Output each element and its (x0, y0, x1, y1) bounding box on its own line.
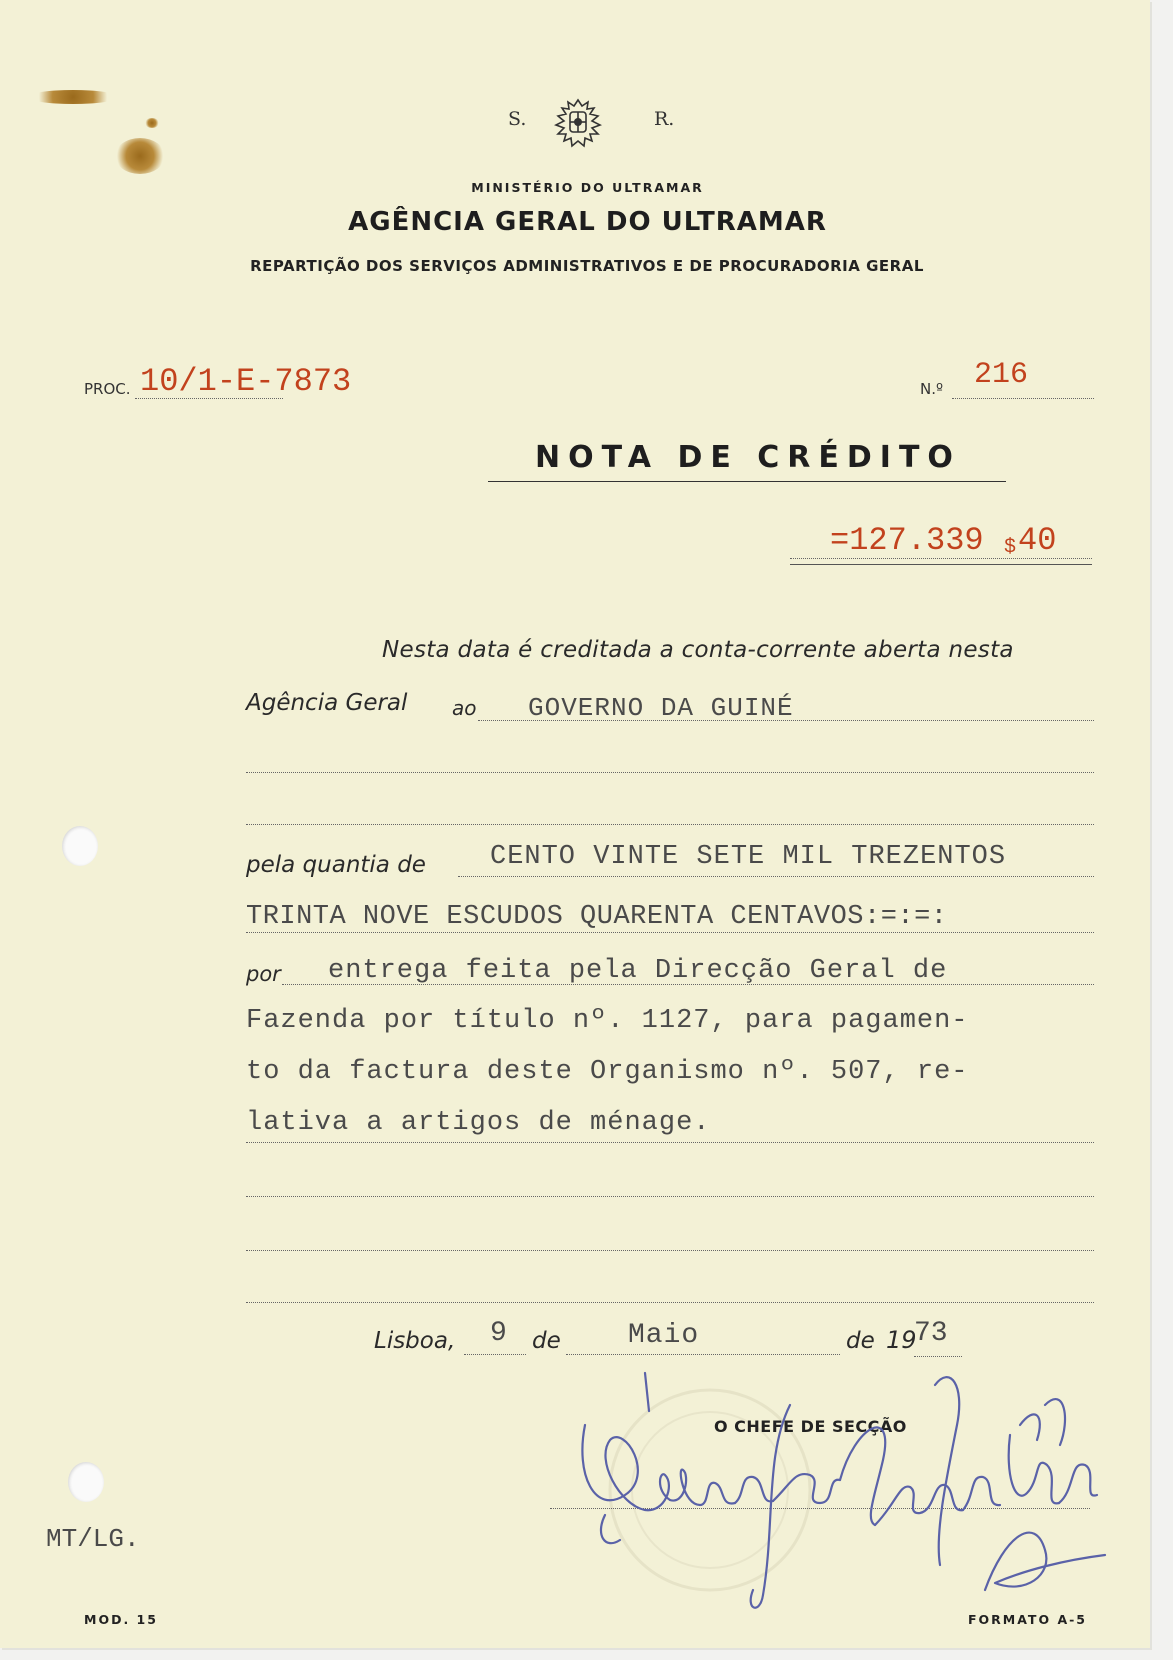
reason-line-2: Fazenda por título nº. 1127, para pagamen- (246, 1006, 969, 1036)
blank-dotted-line (246, 1250, 1094, 1251)
stain-mark (145, 118, 159, 128)
beneficiary-name: GOVERNO DA GUINÉ (528, 693, 794, 723)
date-month: Maio (628, 1320, 700, 1351)
stain-mark (28, 90, 118, 104)
credit-intro-text: Nesta data é creditada a conta-corrente aberta nesta (382, 637, 1014, 663)
sum-words-line-1: CENTO VINTE SETE MIL TREZENTOS (490, 842, 1007, 872)
date-year-dotted-line (914, 1356, 962, 1357)
number-dotted-line (952, 398, 1094, 399)
sum-dotted-line-2 (246, 932, 1094, 933)
model-number: MOD. 15 (84, 1612, 158, 1627)
reason-dotted-line-4 (246, 1142, 1094, 1143)
paper-format: FORMATO A-5 (968, 1612, 1087, 1627)
punch-hole (62, 826, 98, 866)
agency-to: ao (452, 696, 477, 720)
date-year-suffix: 73 (914, 1318, 948, 1349)
ministry-name: MINISTÉRIO DO ULTRAMAR (471, 180, 704, 195)
proc-dotted-line (135, 398, 283, 399)
agency-prefix: Agência Geral (246, 690, 408, 716)
blank-dotted-line (246, 1196, 1094, 1197)
por-label: por (246, 962, 281, 986)
sum-label: pela quantia de (246, 852, 426, 878)
credit-note-number: 216 (974, 358, 1029, 392)
title-underline (488, 481, 1006, 482)
amount-cents: 40 (1018, 522, 1057, 559)
department-name: REPARTIÇÃO DOS SERVIÇOS ADMINISTRATIVOS E DE PROCURADORIA GERAL (250, 257, 924, 275)
amount-sign: $ (1004, 536, 1017, 559)
date-year-prefix: 19 (886, 1326, 917, 1354)
date-de-1: de (532, 1328, 561, 1354)
number-label: N.º (920, 380, 944, 398)
blank-dotted-line (246, 772, 1094, 773)
signature-title: O CHEFE DE SECÇÃO (714, 1417, 907, 1436)
proc-label: PROC. (84, 380, 131, 398)
handwritten-signature (565, 1365, 1135, 1630)
agency-name: AGÊNCIA GERAL DO ULTRAMAR (348, 207, 827, 237)
punch-hole (68, 1462, 104, 1502)
reason-line-4: lativa a artigos de ménage. (246, 1108, 711, 1138)
letterhead-right-mark: R. (654, 108, 675, 130)
typist-initials: MT/LG. (46, 1524, 140, 1554)
date-day-dotted-line (464, 1354, 526, 1355)
sum-words-line-2: TRINTA NOVE ESCUDOS QUARENTA CENTAVOS:=:=: (246, 902, 948, 932)
letterhead-left-mark: S. (508, 108, 527, 130)
amount-underline (790, 564, 1092, 565)
sum-dotted-line (458, 876, 1094, 877)
date-day: 9 (490, 1318, 508, 1349)
stain-mark (115, 138, 165, 174)
blank-dotted-line (246, 1302, 1094, 1303)
date-month-dotted-line (566, 1354, 840, 1355)
blank-dotted-line (246, 824, 1094, 825)
reason-line-3: to da factura deste Organismo nº. 507, re- (246, 1057, 969, 1087)
date-place: Lisboa, (374, 1328, 456, 1354)
date-de-2: de (846, 1328, 875, 1354)
amount-main: =127.339 (830, 522, 984, 559)
amount-dotted-line (790, 558, 1092, 559)
document-title: NOTA DE CRÉDITO (535, 440, 961, 475)
coat-of-arms-icon (548, 94, 608, 157)
reason-line-1: entrega feita pela Direcção Geral de (328, 956, 948, 986)
proc-number: 10/1-E-7873 (140, 363, 352, 400)
